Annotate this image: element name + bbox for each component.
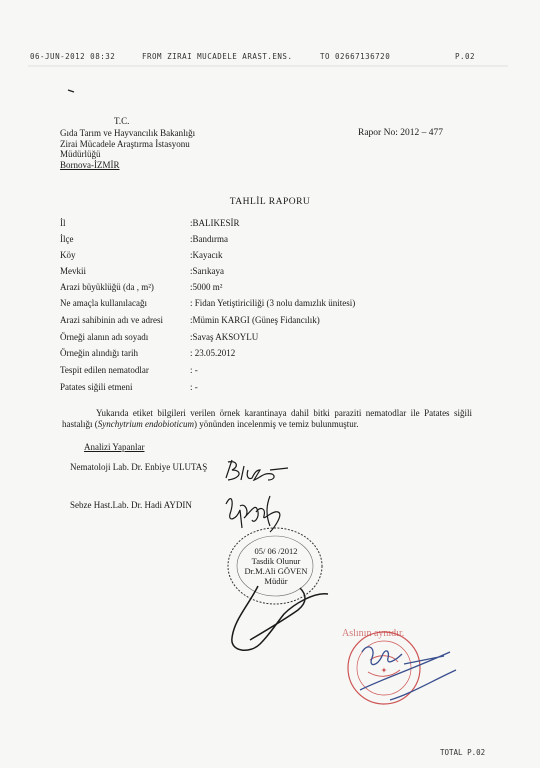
institution-ministry: Gıda Tarım ve Hayvancılık Bakanlığı — [60, 128, 196, 138]
field-label: Tespit edilen nematodlar — [60, 365, 149, 375]
analysts-heading: Analizi Yapanlar — [84, 442, 145, 452]
field-value: :Kayacık — [190, 250, 223, 260]
field-value: :5000 m² — [190, 282, 223, 292]
institution-location: Bornova-İZMİR — [60, 159, 120, 170]
field-value: :Mümin KARGI (Güneş Fidancılık) — [190, 315, 320, 325]
svg-text:✦: ✦ — [380, 666, 388, 675]
field-label: Örneğin alındığı tarih — [60, 348, 138, 358]
fax-total-pages: TOTAL P.02 — [440, 748, 486, 757]
field-label: İl — [60, 218, 66, 228]
institution-station: Zirai Mücadele Araştırma İstasyonu — [60, 138, 190, 149]
field-label: Ne amaçla kullanılacağı — [60, 298, 147, 308]
approval-date: 05/ 06 /2012 — [254, 546, 298, 556]
paragraph-part2: ) yönünden incelenmiş ve temiz bulunmuştur. — [193, 419, 359, 429]
analyst-2: Sebze Hast.Lab. Dr. Hadi AYDIN — [70, 500, 192, 510]
field-label: Mevkii — [60, 266, 86, 276]
field-value: : 23.05.2012 — [190, 348, 236, 358]
field-label: Örneği alanın adı soyadı — [60, 332, 149, 342]
blue-signature-icon — [360, 647, 456, 700]
field-value: : Fidan Yetiştiriciliği (3 nolu damızlık ünitesi) — [190, 298, 356, 308]
signature-ulutas-icon — [226, 460, 288, 480]
stray-mark — [68, 90, 74, 92]
field-label: Arazi büyüklüğü (da , m²) — [60, 282, 154, 292]
stamp-text: Aslının aynıdır. — [342, 628, 405, 639]
paragraph-part1: Yukarıda etiket bilgileri verilen örnek karantinaya dahil bitki paraziti nematodlar ile Patates siğili hastalığı ( — [62, 408, 472, 429]
director-stamp-icon — [228, 528, 322, 604]
document-title: TAHLİL RAPORU — [229, 197, 311, 207]
field-label: Köy — [60, 250, 76, 260]
field-label: Arazi sahibinin adı ve adresi — [60, 315, 163, 325]
field-label: İlçe — [60, 234, 74, 244]
field-value: : - — [190, 365, 198, 375]
approval-line3: Müdür — [264, 576, 288, 586]
approval-line1: Tasdik Olunur — [251, 556, 301, 566]
field-value: :BALIKESİR — [190, 218, 240, 228]
fax-date-time: 06-JUN-2012 08:32 — [30, 52, 116, 61]
field-label: Patates siğili etmeni — [60, 382, 133, 392]
fax-to: TO 02667136720 — [320, 52, 391, 61]
institution-directorate: Müdürlüğü — [60, 149, 101, 159]
signature-aydin-icon — [226, 496, 280, 532]
paragraph-italic: Synchytrium endobioticum — [97, 419, 194, 429]
field-value: :Sarıkaya — [190, 266, 224, 276]
analyst-1: Nematoloji Lab. Dr. Enbiye ULUTAŞ — [70, 462, 208, 472]
report-number: Rapor No: 2012 – 477 — [358, 128, 443, 138]
institution-tc: T.C. — [114, 116, 130, 126]
fax-from: FROM ZIRAI MUCADELE ARAST.ENS. — [142, 52, 293, 61]
field-value: : - — [190, 382, 198, 392]
fax-page: P.02 — [455, 52, 476, 61]
field-value: :Bandırma — [190, 234, 228, 244]
approval-line2: Dr.M.Ali GÖVEN — [244, 566, 308, 576]
field-value: :Savaş AKSOYLU — [190, 332, 259, 342]
